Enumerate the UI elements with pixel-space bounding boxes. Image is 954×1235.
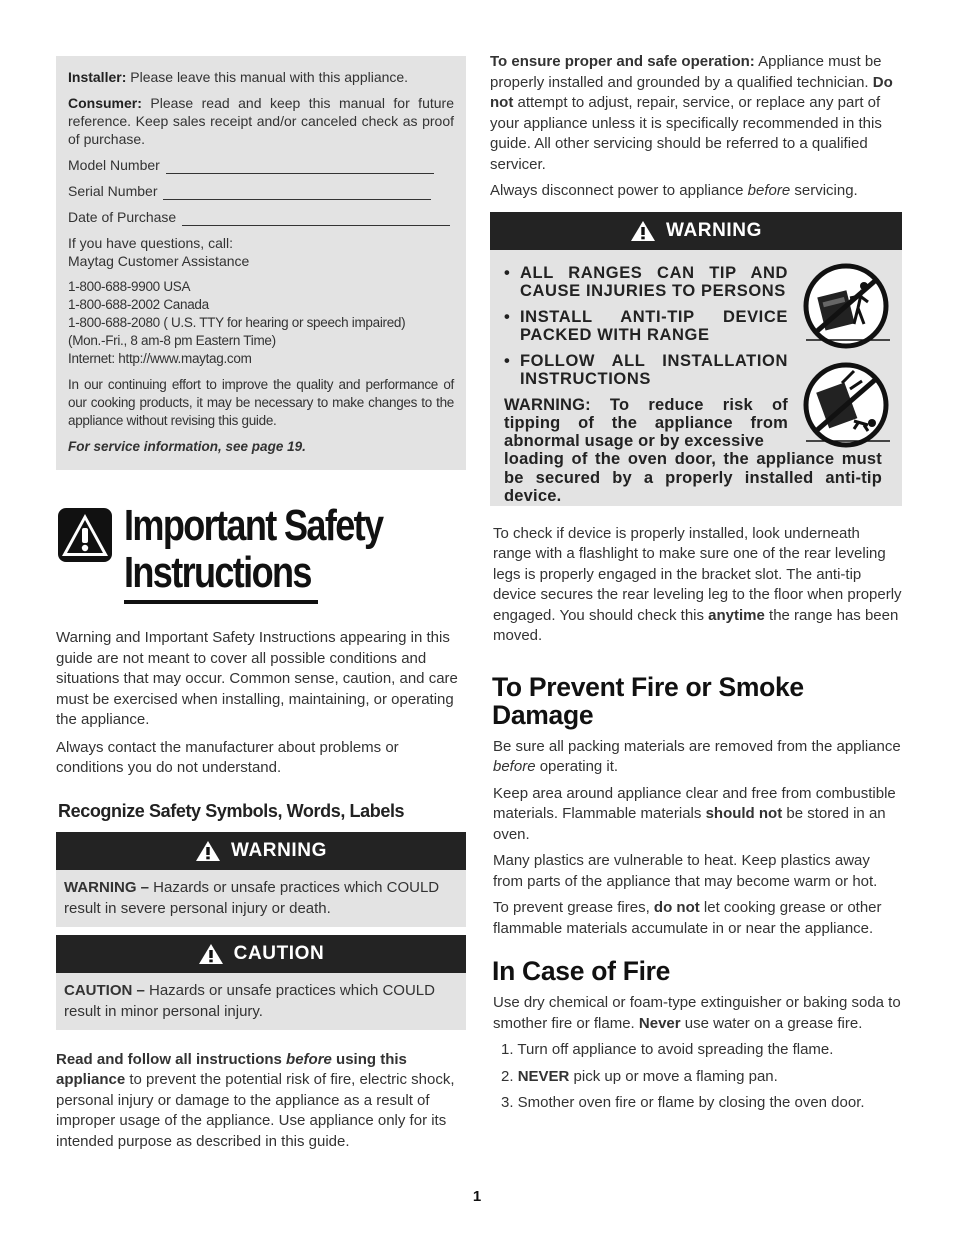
date-of-purchase-label: Date of Purchase <box>68 209 177 225</box>
warning-description: Hazards or unsafe practices which COULD result in severe personal injury or death. <box>64 878 440 917</box>
check-device-text-1: To check if device is properly installed, look underneath range with a flashlight to make sure one of the rear leveling legs is properly engaged in the bracket slot. The anti-tip device secures the rear leveling leg to the floor when properly engaged. You should check this <box>493 524 902 624</box>
read-follow-rest: to prevent the potential risk of fire, electric shock, personal injury or damage to the appliance as a result of improper usage of the appliance. Use appliance only for its intended purpose as described in this guide. <box>56 1071 455 1150</box>
serial-number-field[interactable] <box>68 182 454 200</box>
fire-intro-post: use water on a grease fire. <box>680 1014 863 1032</box>
questions-line2: Maytag Customer Assistance <box>68 253 250 269</box>
warning-term: WARNING – <box>64 878 150 896</box>
fire-smoke-heading: To Prevent Fire or Smoke Damage <box>492 671 804 730</box>
recognize-heading: Recognize Safety Symbols, Words, Labels <box>58 800 405 821</box>
fire-smoke-paragraph-3: Many plastics are vulnerable to heat. Keep plastics away from parts of the appliance that may become warm or hot. <box>493 852 878 890</box>
disconnect-italic: before <box>747 182 791 199</box>
fire-smoke-paragraph-1 <box>493 737 902 778</box>
model-number-label: Model Number <box>68 157 160 173</box>
title-line1: Important Safety <box>124 501 383 550</box>
fire-step <box>501 1067 902 1088</box>
intro-paragraph-2: Always contact the manufacturer about problems or conditions you do not understand. <box>56 738 399 776</box>
fire-smoke-p4-bold: do not <box>653 899 700 916</box>
serial-number-line <box>163 187 431 200</box>
bullet-item: • ALL RANGES CAN TIP AND CAUSE INJURIES TO PERSONS <box>504 264 788 300</box>
fire-steps-list <box>490 1040 902 1114</box>
read-follow-bold-2: using this appliance <box>56 1050 407 1088</box>
fire-intro-pre: Use dry chemical or foam-type extinguisher or baking soda to smother fire or flame. <box>493 994 901 1032</box>
caution-definition <box>56 973 466 1030</box>
operation-bold-1: To ensure proper and safe operation: <box>490 53 755 70</box>
installer-info-box <box>56 56 466 470</box>
right-column <box>490 52 902 1120</box>
fire-smoke-p4-post: let cooking grease or other flammable materials accumulate in or near the appliance. <box>493 899 882 937</box>
fire-step-2-bold: NEVER <box>517 1067 570 1085</box>
caution-signal-bar <box>56 935 466 973</box>
fire-smoke-p4-pre: To prevent grease fires, <box>493 899 654 916</box>
operation-bold-2: Do not <box>490 73 893 111</box>
fire-intro-bold: Never <box>638 1014 681 1032</box>
warning-triangle-icon <box>56 506 114 564</box>
check-device-bold: anytime <box>708 606 765 624</box>
fire-smoke-p2-bold: should not <box>705 805 783 822</box>
fire-smoke-paragraph-2 <box>493 784 902 846</box>
read-follow-paragraph <box>56 1050 466 1153</box>
left-column <box>56 56 466 1152</box>
anti-tip-warning-content <box>490 250 902 506</box>
serial-number-label: Serial Number <box>68 183 158 199</box>
internet-link[interactable]: Internet: http://www.maytag.com <box>68 351 252 366</box>
warning-triangle-icon <box>630 220 656 242</box>
bullet-item: • FOLLOW ALL INSTALLATION INSTRUCTIONS <box>504 352 788 388</box>
title-line2: Instructions <box>124 548 311 597</box>
caution-term: CAUTION – <box>64 981 145 999</box>
check-device-paragraph <box>493 524 902 647</box>
improvement-note: In our continuing effort to improve the quality and performance of our cooking products, it may be necessary to make changes to the appliance without revising this guide. <box>68 377 454 428</box>
operation-paragraph <box>490 52 902 175</box>
caution-description: Hazards or unsafe practices which COULD result in minor personal injury. <box>64 981 435 1020</box>
in-case-of-fire-intro <box>493 993 902 1034</box>
warning-definition <box>56 870 466 927</box>
anti-tip-bullets <box>504 264 788 388</box>
warning-triangle-icon <box>195 840 221 862</box>
fire-smoke-p1-pre: Be sure all packing materials are removed from the appliance <box>493 737 901 755</box>
hours: (Mon.-Fri., 8 am-8 pm Eastern Time) <box>68 333 276 348</box>
operation-text-2: attempt to adjust, repair, service, or replace any part of your appliance unless it is specifically recommended in this guide. All other servicing should be referred to a qualified servicer. <box>490 94 882 173</box>
installer-text: Please leave this manual with this appliance. <box>126 69 409 85</box>
page-title-block <box>56 502 466 610</box>
anti-tip-warning-box <box>490 212 902 506</box>
in-case-of-fire-heading: In Case of Fire <box>492 956 671 986</box>
model-number-field[interactable] <box>68 156 454 174</box>
fire-smoke-p1-italic: before <box>493 758 536 775</box>
fire-step-2-post: pick up or move a flaming pan. <box>569 1067 778 1085</box>
date-of-purchase-line <box>182 213 450 226</box>
no-child-on-door-icon <box>802 361 890 449</box>
no-tipping-range-icon <box>802 262 890 350</box>
disconnect-pre: Always disconnect power to appliance <box>490 182 748 199</box>
service-info: For service information, see page 19. <box>68 439 306 454</box>
anti-tip-warning-narrow: WARNING: To reduce risk of tipping of the appliance from abnormal usage or by excessive <box>504 395 788 451</box>
read-follow-italic: before <box>286 1050 332 1068</box>
phone-canada: 1-800-688-2002 Canada <box>68 297 209 312</box>
operation-text-1: Appliance must be properly installed and grounded by a qualified technician. <box>490 53 882 91</box>
anti-tip-warning-bar <box>490 212 902 250</box>
consumer-text: Please read and keep this manual for future reference. Keep sales receipt and/or canceled check as proof of purchase. <box>68 95 454 147</box>
fire-smoke-paragraph-4 <box>493 898 902 939</box>
phone-tty: 1-800-688-2080 ( U.S. TTY for hearing or speech impaired) <box>68 315 406 330</box>
disconnect-post: servicing. <box>790 182 858 199</box>
bullet-item: • INSTALL ANTI-TIP DEVICE PACKED WITH RANGE <box>504 308 788 344</box>
warning-signal-bar <box>56 832 466 870</box>
fire-step-2-num: 2. <box>501 1067 518 1085</box>
title-underline <box>124 600 318 604</box>
model-number-line <box>166 161 434 174</box>
disconnect-paragraph <box>490 181 902 202</box>
fire-step: 3. Smother oven fire or flame by closing the oven door. <box>501 1094 865 1111</box>
caution-triangle-icon <box>198 943 224 965</box>
page-number: 1 <box>472 1188 482 1205</box>
fire-smoke-p2-post: be stored in an oven. <box>493 805 886 843</box>
consumer-label: Consumer: <box>68 95 142 111</box>
check-device-text-2: the range has been moved. <box>493 606 899 644</box>
fire-step: 1. Turn off appliance to avoid spreading the flame. <box>501 1041 834 1058</box>
installer-label: Installer: <box>68 69 127 85</box>
intro-paragraph-1: Warning and Important Safety Instructions appearing in this guide are not meant to cover all possible conditions and situations that may occur. Common sense, caution, and care must be exercised when installing, maintaining, or operating the appliance. <box>56 629 458 728</box>
phone-usa: 1-800-688-9900 USA <box>68 279 191 294</box>
fire-smoke-p1-post: operating it. <box>535 758 619 775</box>
warning-label: WARNING <box>230 839 328 861</box>
caution-label: CAUTION <box>233 942 325 964</box>
questions-line1: If you have questions, call: <box>68 235 233 251</box>
read-follow-bold-1: Read and follow all instructions <box>56 1050 287 1068</box>
anti-tip-warning-label: WARNING <box>665 219 763 241</box>
anti-tip-warning-wide: loading of the oven door, the appliance must be secured by a properly installed anti-tip device. <box>504 450 882 505</box>
fire-smoke-p2-pre: Keep area around appliance clear and free from combustible materials. Flammable materials <box>493 784 896 822</box>
page-title <box>124 502 382 596</box>
date-of-purchase-field[interactable] <box>68 208 454 226</box>
